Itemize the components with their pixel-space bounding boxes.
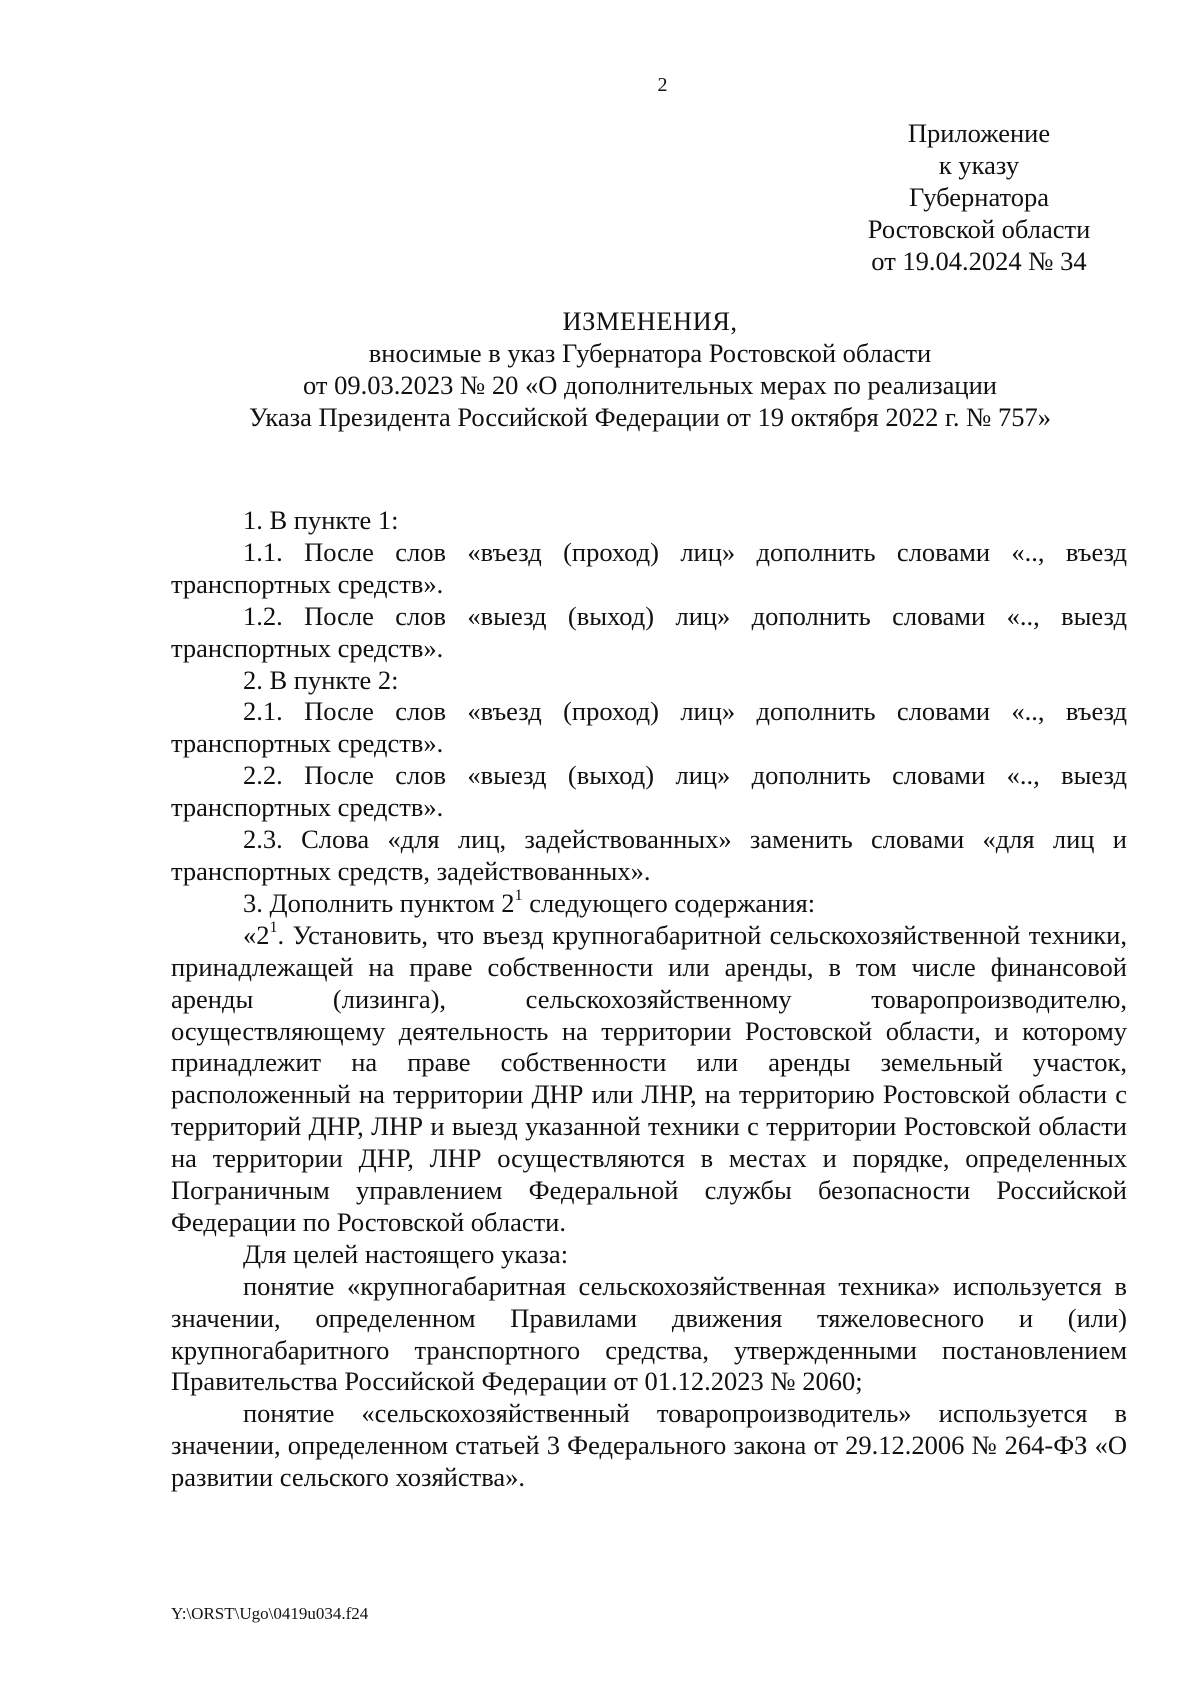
paragraph-3-prefix: 3. Дополнить пунктом 2 <box>243 887 515 918</box>
superscript: 1 <box>514 887 523 905</box>
paragraph-new-prefix: «2 <box>243 919 270 950</box>
title-line: вносимые в указ Губернатора Ростовской области <box>368 338 932 368</box>
paragraph-definition-1: понятие «крупногабаритная сельскохозяйственная техника» используется в значении, определенном Правилами движения тяжеловесного и (или) крупногабаритного транспортного средства, утвержденными постановлением Правительства Российской Федерации от 01.12.2023 № 2060; <box>171 1270 1127 1397</box>
paragraph-purposes: Для целей настоящего указа: <box>243 1238 569 1269</box>
superscript: 1 <box>269 918 278 936</box>
paragraph-new-text: . Установить, что въезд крупногабаритной сельскохозяйственной техники, принадлежащей на праве собственности или аренды, в том числе финансовой аренды (лизинга), сельскохозяйственному товаропроизводителю, осуществляющему деятельность на территории Ростовской области, и которому принадлежит на праве собственности или аренды земельный участок, расположенный на территории ДНР или ЛНР, на территорию Ростовской области с территорий ДНР, ЛНР и выезд указанной техники с территории Ростовской области на территории ДНР, ЛНР осуществляются в местах и порядке, определенных Пограничным управлением Федеральной службы безопасности Российской Федерации по Ростовской области. <box>171 919 1127 1237</box>
title-heading: ИЗМЕНЕНИЯ, <box>562 306 738 336</box>
appendix-line: от 19.04.2024 № 34 <box>871 246 1087 276</box>
paragraph-3 <box>171 888 1127 920</box>
title-line: от 09.03.2023 № 20 «О дополнительных мерах по реализации <box>303 370 997 400</box>
paragraph-1: 1. В пункте 1: <box>243 505 399 535</box>
paragraph-definition-2: понятие «сельскохозяйственный товаропроизводитель» используется в значении, определенном статьей 3 Федерального закона от 29.12.2006 № 264-ФЗ «О развитии сельского хозяйства». <box>171 1398 1127 1493</box>
paragraph-2-3: 2.3. Слова «для лиц, задействованных» заменить словами «для лиц и транспортных средств, задействованных». <box>171 824 1127 886</box>
appendix-line: Ростовской области <box>867 214 1091 244</box>
paragraph-2-1: 2.1. После слов «въезд (проход) лиц» дополнить словами «.., въезд транспортных средств». <box>171 696 1127 759</box>
document-body <box>171 505 1127 1494</box>
paragraph-1-2: 1.2. После слов «выезд (выход) лиц» дополнить словами «.., выезд транспортных средств». <box>171 600 1127 663</box>
paragraph-2-1-new <box>171 920 1127 1239</box>
paragraph-3-suffix: следующего содержания: <box>522 887 816 918</box>
title-line: Указа Президента Российской Федерации от 19 октября 2022 г. № 757» <box>248 402 1051 432</box>
appendix-block <box>830 117 1128 277</box>
file-path-footer: Y:\ORST\Ugo\0419u034.f24 <box>171 1604 369 1623</box>
appendix-line: Приложение <box>907 118 1051 148</box>
paragraph-2-2: 2.2. После слов «выезд (выход) лиц» дополнить словами «.., выезд транспортных средств». <box>171 760 1127 823</box>
appendix-line: Губернатора <box>908 182 1050 212</box>
paragraph-1-1: 1.1. После слов «въезд (проход) лиц» дополнить словами «.., въезд транспортных средств». <box>171 536 1127 599</box>
page-number: 2 <box>657 74 668 96</box>
appendix-line: к указу <box>938 150 1020 180</box>
document-title <box>170 305 1130 433</box>
paragraph-2: 2. В пункте 2: <box>243 664 399 695</box>
